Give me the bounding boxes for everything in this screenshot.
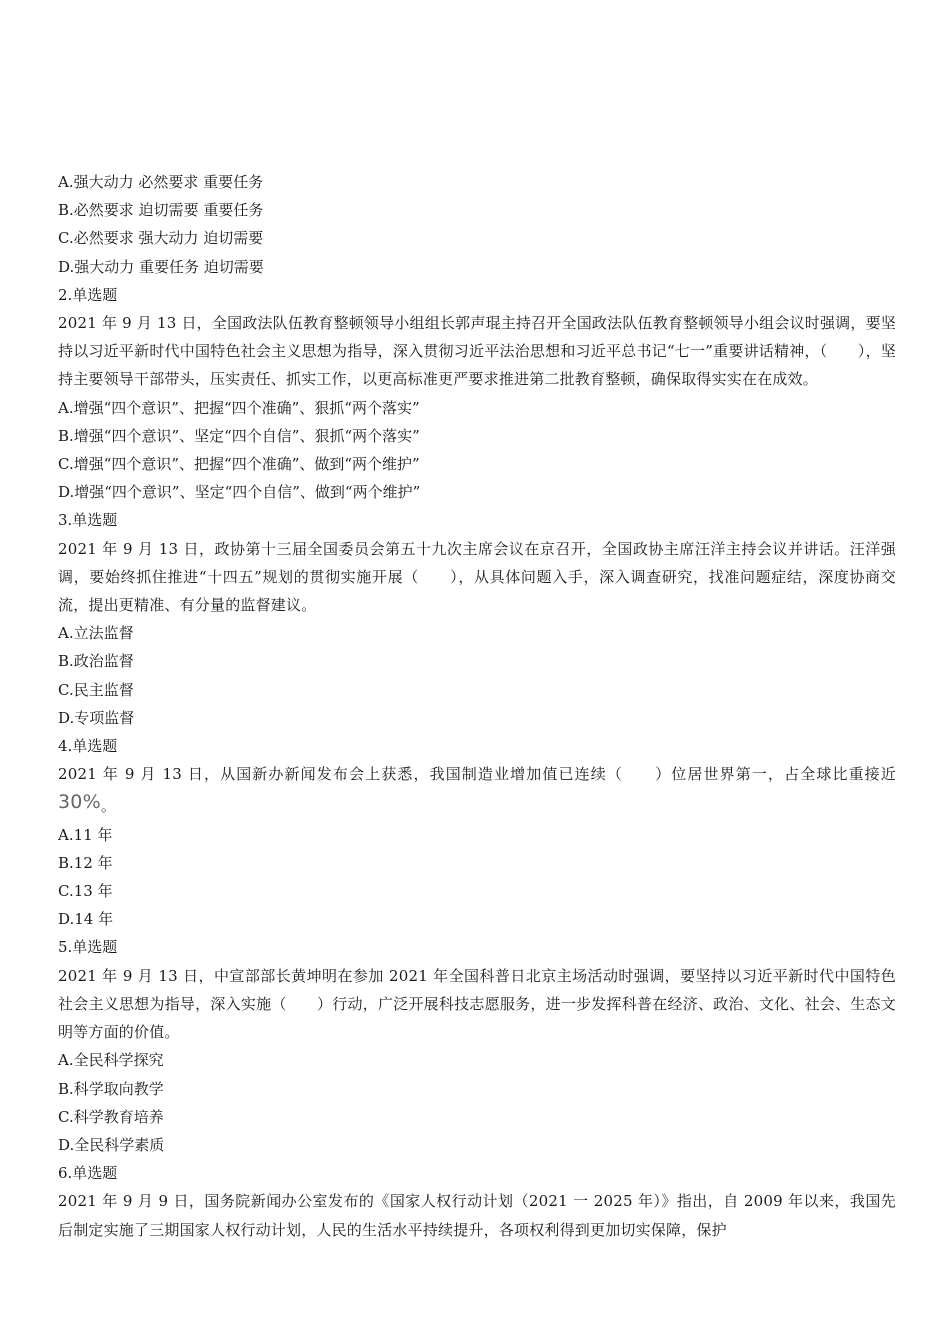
option-d: D.专项监督 <box>58 708 135 727</box>
option-b: B.科学取向教学 <box>58 1079 164 1098</box>
option-b: B.政治监督 <box>58 652 134 671</box>
stem-text: 2021 年 9 月 13 日，从国新办新闻发布会上获悉，我国制造业增加值已连续（ ）位居世界第一，占全球比重接近 <box>58 765 896 784</box>
option-a: A.11 年 <box>58 825 113 844</box>
option-a: A.增强“四个意识”、把握“四个准确”、狠抓“两个落实” <box>58 398 420 417</box>
option-c: C.增强“四个意识”、把握“四个准确”、做到“两个维护” <box>58 455 420 474</box>
option-b: B.增强“四个意识”、坚定“四个自信”、狠抓“两个落实” <box>58 426 420 445</box>
option-d: D.全民科学素质 <box>58 1135 165 1154</box>
option-c: C.民主监督 <box>58 680 134 699</box>
option-b: B.必然要求 迫切需要 重要任务 <box>58 201 264 220</box>
question-stem <box>58 1187 896 1239</box>
percent-value: 30% <box>58 791 101 814</box>
question-header: 4.单选题 <box>58 737 118 756</box>
option-b: B.12 年 <box>58 853 113 872</box>
question-2 <box>58 281 896 507</box>
stem-text: 2021 年 9 月 9 日，国务院新闻办公室发布的《国家人权行动计划（2021 一 2025 年）》指出，自 2009 年以来，我国先后制定实施了三期国家人权行动计划，人民的生活水平持续提升，各项权利得到更加切实保障，保护 <box>58 1192 896 1239</box>
question-stem <box>58 760 896 820</box>
question-5 <box>58 933 896 1159</box>
question-stem: 2021 年 9 月 13 日，政协第十三届全国委员会第五十九次主席会议在京召开，全国政协主席汪洋主持会议并讲话。汪洋强调，要始终抓住推进“十四五”规划的贯彻实施开展（ ），从具体问题入手，深入调查研究，找准问题症结，深度协商交流，提出更精准、有分量的监督建议。 <box>58 539 896 615</box>
option-a: A.立法监督 <box>58 624 134 643</box>
option-d: D.增强“四个意识”、坚定“四个自信”、做到“两个维护” <box>58 483 421 502</box>
question-header: 5.单选题 <box>58 938 118 957</box>
stem-end: 。 <box>100 797 117 816</box>
question-4 <box>58 732 896 933</box>
document-page <box>58 168 896 1239</box>
option-c: C.13 年 <box>58 882 113 901</box>
question-header: 2.单选题 <box>58 285 118 304</box>
option-d: D.强大动力 重要任务 迫切需要 <box>58 257 264 276</box>
question-header: 6.单选题 <box>58 1164 118 1183</box>
option-d: D.14 年 <box>58 910 114 929</box>
question-stem: 2021 年 9 月 13 日，中宣部部长黄坤明在参加 2021 年全国科普日北京主场活动时强调，要坚持以习近平新时代中国特色社会主义思想为指导，深入实施（ ）行动，广泛开展科技志愿服务，进一步发挥科普在经济、政治、文化、社会、生态文明等方面的价值。 <box>58 966 896 1042</box>
question-header: 3.单选题 <box>58 511 118 530</box>
question-3 <box>58 506 896 732</box>
option-c: C.科学教育培养 <box>58 1107 164 1126</box>
question-6 <box>58 1159 896 1239</box>
option-c: C.必然要求 强大动力 迫切需要 <box>58 229 264 248</box>
option-a: A.强大动力 必然要求 重要任务 <box>58 173 264 191</box>
question-stem: 2021 年 9 月 13 日，全国政法队伍教育整顿领导小组组长郭声琨主持召开全国政法队伍教育整顿领导小组会议时强调，要坚持以习近平新时代中国特色社会主义思想为指导，深入贯彻习近平法治思想和习近平总书记“七一”重要讲话精神，（ ），坚持主要领导干部带头，压实责任、抓实工作，以更高标准更严要求推进第二批教育整顿，确保取得实实在在成效。 <box>58 314 896 389</box>
option-a: A.全民科学探究 <box>58 1051 164 1070</box>
question-1 <box>58 168 896 281</box>
